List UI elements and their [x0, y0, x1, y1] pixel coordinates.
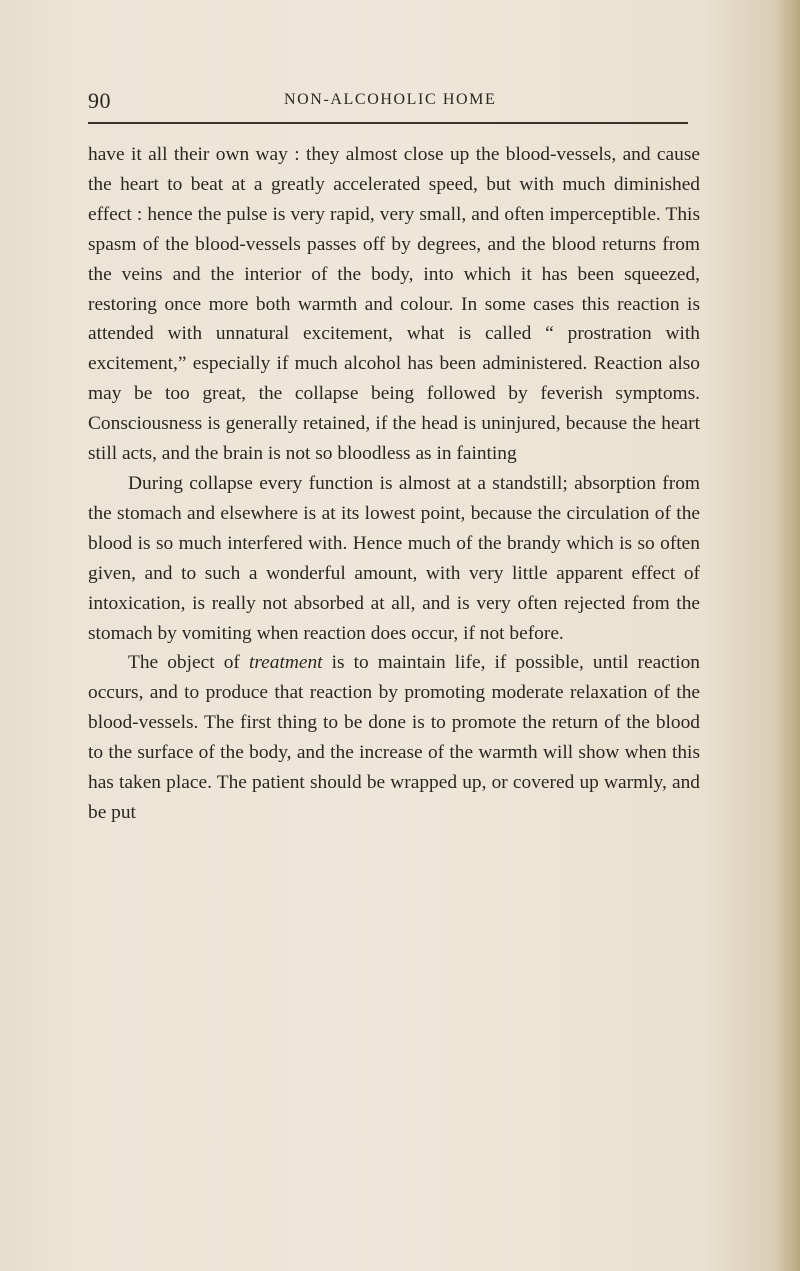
emphasis-text: treatment — [248, 652, 323, 674]
page-header — [88, 88, 688, 116]
running-head: NON-ALCOHOLIC HOME — [284, 91, 497, 108]
paragraph-text: The object of — [128, 652, 249, 674]
paragraph: have it all their own way : they almost close up the blood-vessels, and cause the heart to beat at a greatly accelerated speed, but with much diminished effect : hence the pulse is very rapid, very small, and often imperceptible. This spasm of the blood-vessels passes off by degrees, and the blood returns from the veins and the interior of the body, into which it has been squeezed, restoring once more both warmth and colour. In some cases this reaction is attended with unnatural excitement, what is called “ prostration with excitement,” especially if much alcohol has been administered. Reaction also may be too great, the collapse being followed by feverish symptoms. Consciousness is generally retained, if the head is uninjured, because the heart still acts, and the brain is not so bloodless as in fainting — [88, 144, 700, 465]
paragraph-text: is to maintain life, if possible, until reaction occurs, and to produce that reaction by promoting moderate relaxation of the blood-vessels. The first thing to be done is to promote the return of the blood to the surface of the body, and the increase of the warmth will show when this has taken place. The patient should be wrapped up, or covered up warmly, and be put — [88, 652, 700, 823]
page-edge-shadow — [774, 0, 800, 1271]
paragraph: During collapse every function is almost at a standstill; absorption from the stomach and elsewhere is at its lowest point, because the circulation of the blood is so much interfered with. Hence much of the brandy which is so often given, and to such a wonderful amount, with very little apparent effect of intoxication, is really not absorbed at all, and is very often rejected from the stomach by vomiting when reaction does occur, if not before. — [88, 472, 700, 644]
paragraph — [88, 648, 700, 827]
page-number: 90 — [88, 88, 111, 113]
body-text — [88, 140, 700, 828]
header-rule — [88, 122, 688, 124]
